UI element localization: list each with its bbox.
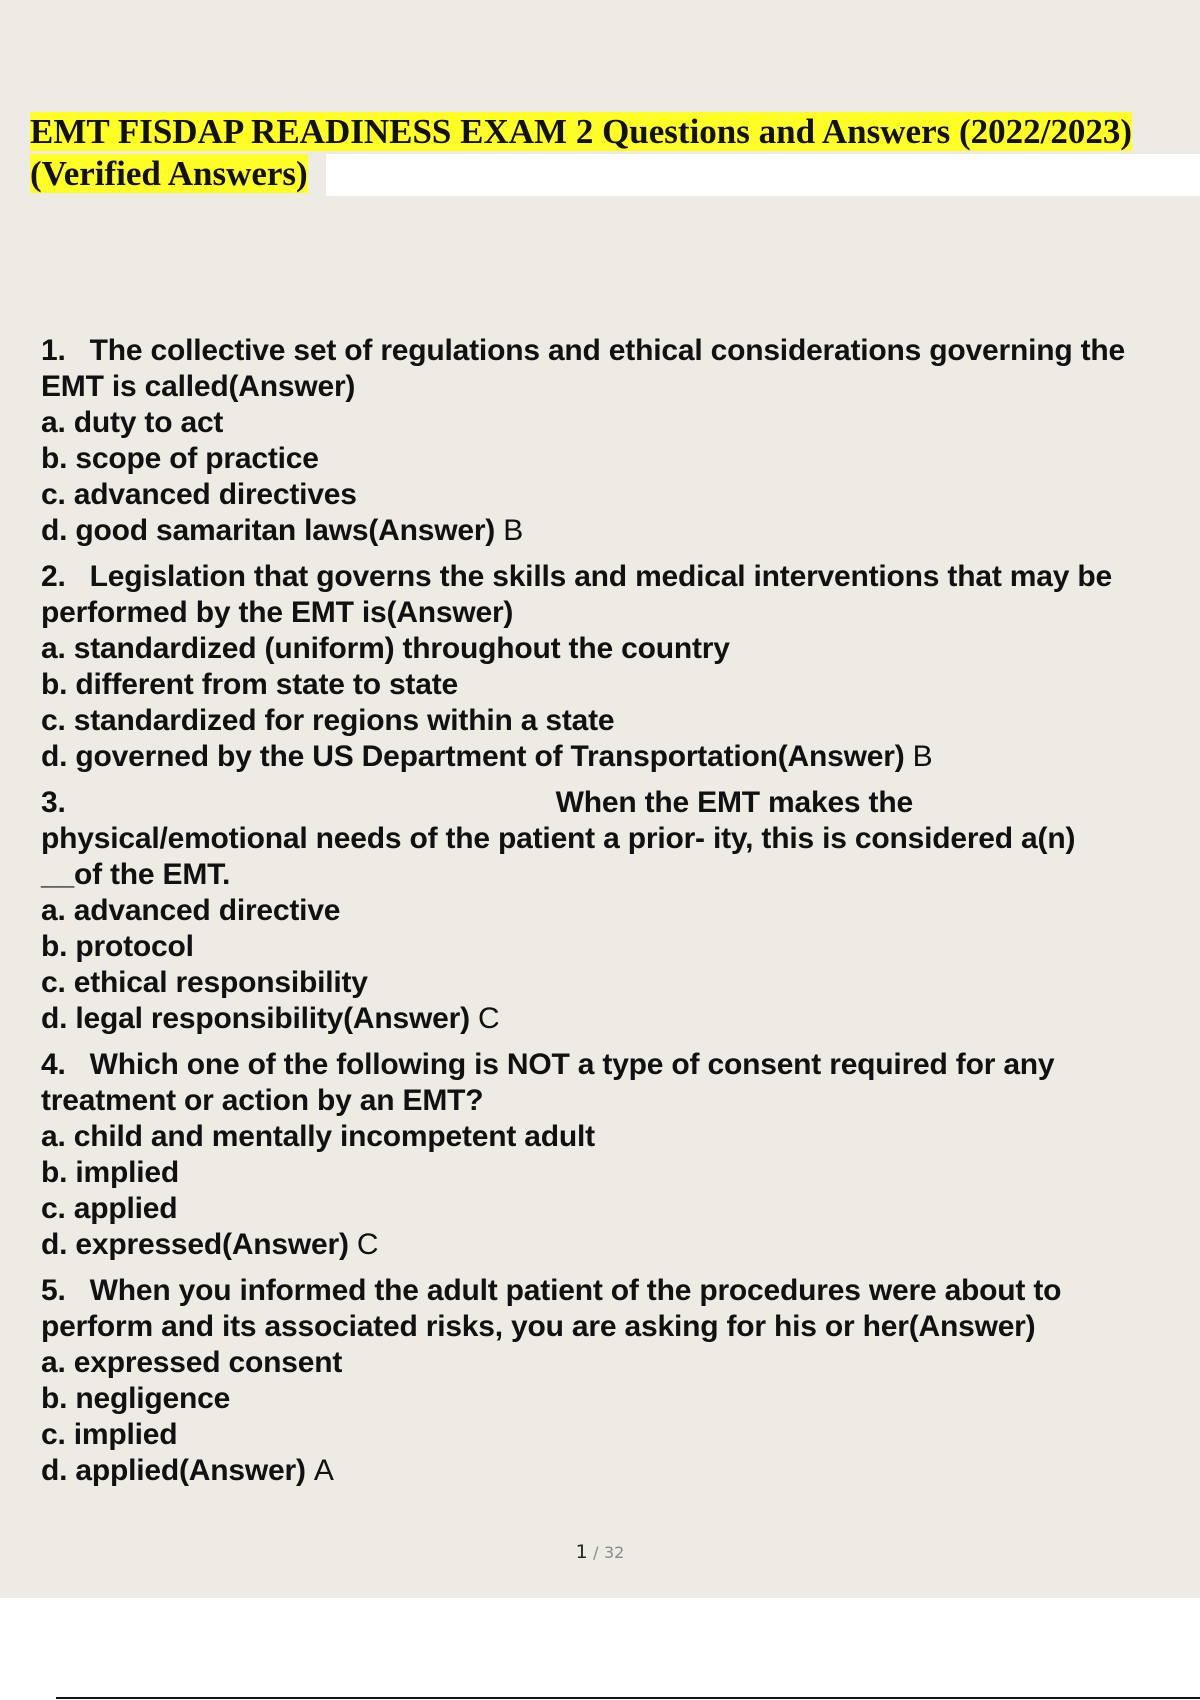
- option-d: d. legal responsibility(Answer) C: [41, 1002, 500, 1035]
- question-4: [41, 1047, 1181, 1263]
- option-b: b. scope of practice: [41, 442, 319, 475]
- question-stem: 5. When you informed the adult patient of the procedures were about to perform and its associated risks, you are asking for his or her(Answer): [41, 1274, 1062, 1343]
- option-a: a. duty to act: [41, 406, 224, 439]
- answer-letter: C: [478, 1002, 500, 1035]
- page-indicator: [0, 1541, 1200, 1563]
- option-c: c. implied: [41, 1418, 178, 1451]
- question-stem: 4. Which one of the following is NOT a type of consent required for any treatment or action by an EMT?: [41, 1048, 1055, 1117]
- question-stem-continued: physical/emotional needs of the patient a prior- ity, this is considered a(n): [41, 822, 1076, 855]
- question-2: [41, 559, 1181, 775]
- option-a: a. child and mentally incompetent adult: [41, 1120, 595, 1153]
- question-stem: 3. When the EMT makes the: [41, 786, 913, 819]
- option-a: a. expressed consent: [41, 1346, 343, 1379]
- option-d: d. expressed(Answer) C: [41, 1228, 379, 1261]
- answer-letter: C: [356, 1228, 379, 1261]
- title-line-1: EMT FISDAP READINESS EXAM 2 Questions and Answers (2022/2023): [30, 112, 1133, 151]
- option-b: b. negligence: [41, 1382, 231, 1415]
- question-3: [41, 785, 1181, 1037]
- question-1: [41, 333, 1181, 549]
- answer-letter: B: [912, 740, 933, 773]
- option-a: a. advanced directive: [41, 894, 341, 927]
- option-d: d. good samaritan laws(Answer) B: [41, 514, 524, 547]
- option-b: b. different from state to state: [41, 668, 458, 701]
- next-page-rule: [56, 1697, 1200, 1699]
- title-line-2: (Verified Answers): [30, 154, 308, 193]
- document-title: [30, 111, 1132, 195]
- option-b: b. protocol: [41, 930, 194, 963]
- question-list: [41, 333, 1181, 1499]
- question-stem: 1. The collective set of regulations and ethical considerations governing the EMT is called(Answer): [41, 334, 1126, 403]
- option-d: d. governed by the US Department of Transportation(Answer) B: [41, 740, 933, 773]
- question-5: [41, 1273, 1181, 1489]
- option-c: c. advanced directives: [41, 478, 357, 511]
- question-stem: 2. Legislation that governs the skills and medical interventions that may be performed by the EMT is(Answer): [41, 560, 1112, 629]
- option-d: d. applied(Answer) A: [41, 1454, 334, 1487]
- question-number: 3.: [41, 786, 66, 819]
- question-number: 2.: [41, 560, 66, 593]
- question-number: 1.: [41, 334, 66, 367]
- option-c: c. standardized for regions within a state: [41, 704, 615, 737]
- question-number: 4.: [41, 1048, 66, 1081]
- total-pages: 32: [603, 1543, 625, 1562]
- answer-letter: B: [503, 514, 524, 547]
- option-a: a. standardized (uniform) throughout the country: [41, 632, 730, 665]
- option-c: c. ethical responsibility: [41, 966, 368, 999]
- answer-letter: A: [313, 1454, 334, 1487]
- question-number: 5.: [41, 1274, 66, 1307]
- page-separator: /: [593, 1543, 599, 1562]
- current-page: 1: [575, 1541, 588, 1563]
- option-b: b. implied: [41, 1156, 180, 1189]
- question-stem-blank: __of the EMT.: [41, 858, 231, 891]
- option-c: c. applied: [41, 1192, 178, 1225]
